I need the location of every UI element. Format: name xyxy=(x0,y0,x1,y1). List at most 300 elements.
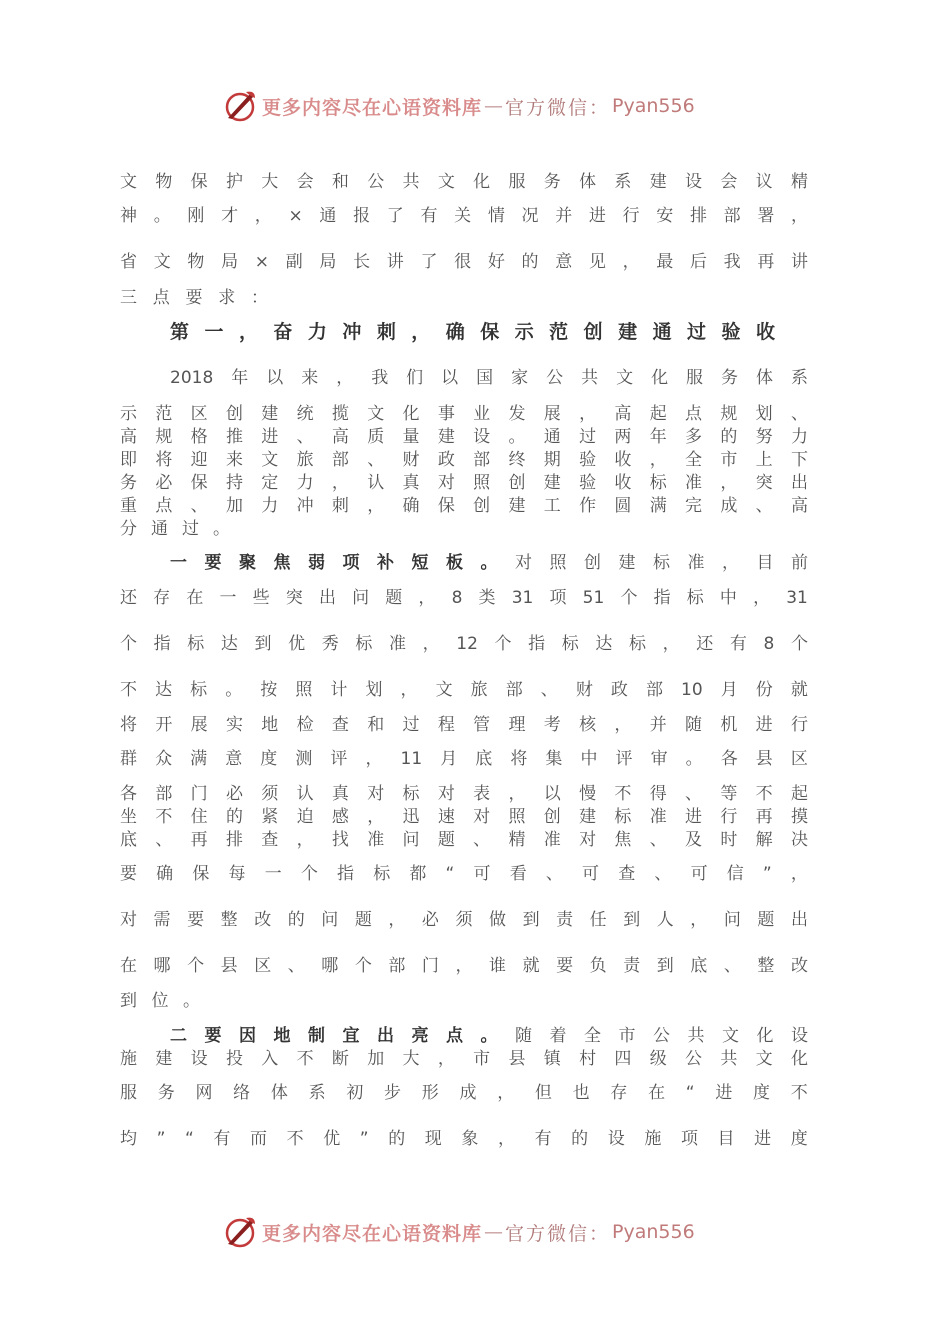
char-token: 共 xyxy=(581,368,599,388)
char-token: “ xyxy=(185,1129,194,1149)
text-line xyxy=(170,1024,808,1048)
char-token: 对 xyxy=(437,473,455,493)
char-token: 的 xyxy=(571,1129,589,1149)
char-token: 财 xyxy=(402,450,420,470)
text-line xyxy=(120,494,808,518)
char-token: 将 xyxy=(155,450,173,470)
char-token: 、 xyxy=(296,427,314,447)
char-token: 进 xyxy=(715,1083,733,1103)
char-token: 完 xyxy=(685,496,702,516)
char-token: 示 xyxy=(120,404,137,424)
char-token: 入 xyxy=(261,1049,279,1069)
char-token: 政 xyxy=(610,680,628,700)
char-token: 排 xyxy=(689,206,707,226)
char-token: 标 xyxy=(614,807,632,827)
char-token: 了 xyxy=(386,206,404,226)
char-token: 改 xyxy=(790,956,808,976)
char-token: 务 xyxy=(157,1083,175,1103)
char-token: 坐 xyxy=(120,807,137,827)
char-token: 、 xyxy=(190,496,208,516)
char-token: 体 xyxy=(756,368,774,388)
char-token: 过 xyxy=(579,427,597,447)
header-banner xyxy=(222,86,695,126)
char-token: 整 xyxy=(757,956,775,976)
char-token: 公 xyxy=(685,1049,702,1069)
char-token: 冲 xyxy=(342,321,362,343)
char-token: ” xyxy=(156,1129,166,1149)
char-token: 年 xyxy=(649,427,667,447)
char-token: 络 xyxy=(233,1083,251,1103)
text-line xyxy=(120,471,808,495)
char-token: 类 xyxy=(478,588,496,608)
char-token: 准 xyxy=(543,830,561,850)
char-token: 关 xyxy=(454,206,472,226)
char-token: × xyxy=(288,206,303,226)
char-token: 物 xyxy=(187,252,205,272)
char-token: ， xyxy=(388,910,406,930)
char-token: 哪 xyxy=(153,956,171,976)
char-token: 系 xyxy=(308,1083,326,1103)
char-token: 再 xyxy=(190,830,208,850)
char-token: 以 xyxy=(266,368,284,388)
char-token: 准 xyxy=(687,553,705,573)
char-token: 保 xyxy=(190,473,208,493)
char-token: 众 xyxy=(155,749,173,769)
char-token: “ xyxy=(445,864,455,884)
text-line xyxy=(120,517,230,541)
char-token: 、 xyxy=(287,956,305,976)
char-token: 不 xyxy=(155,807,173,827)
char-token: 展 xyxy=(543,404,561,424)
char-token: 一 xyxy=(219,588,237,608)
char-token: 目 xyxy=(717,1129,735,1149)
char-token: 亮 xyxy=(411,1026,429,1046)
char-token: 和 xyxy=(331,172,349,192)
char-token: 加 xyxy=(367,1049,385,1069)
char-token: 看 xyxy=(509,864,527,884)
char-token: 速 xyxy=(437,807,455,827)
char-token: 共 xyxy=(402,172,420,192)
char-token: 存 xyxy=(610,1083,628,1103)
char-token: 整 xyxy=(220,910,238,930)
text-line xyxy=(120,1081,808,1105)
char-token: 收 xyxy=(755,321,775,343)
char-token: 再 xyxy=(757,252,775,272)
char-token: 按 xyxy=(260,680,278,700)
char-token: 随 xyxy=(685,715,702,735)
char-token: 等 xyxy=(720,784,738,804)
char-token: 查 xyxy=(618,864,636,884)
char-token: 化 xyxy=(790,1049,808,1069)
char-token: ， xyxy=(720,473,738,493)
char-token: ， xyxy=(622,252,640,272)
char-token: 务 xyxy=(543,172,561,192)
char-token: 要 xyxy=(187,910,205,930)
char-token: 不 xyxy=(614,784,632,804)
char-token: 部 xyxy=(331,450,349,470)
char-token: 创 xyxy=(508,473,526,493)
char-token: 村 xyxy=(579,1049,597,1069)
char-token: 。 xyxy=(225,680,243,700)
char-token: 查 xyxy=(331,715,349,735)
char-token: 进 xyxy=(588,206,606,226)
char-token: 验 xyxy=(721,321,741,343)
char-token: 标 xyxy=(373,864,391,884)
char-token: 点 xyxy=(152,288,170,308)
char-token: 刺 xyxy=(331,496,349,516)
char-token: 标 xyxy=(402,784,420,804)
char-token: 、 xyxy=(723,956,741,976)
char-token: 文 xyxy=(120,172,137,192)
char-token: 会 xyxy=(296,172,314,192)
char-token: 共 xyxy=(687,1026,705,1046)
char-token: 达 xyxy=(220,634,238,654)
char-token: 施 xyxy=(644,1129,662,1149)
char-token: 成 xyxy=(720,496,738,516)
char-token: 文 xyxy=(367,404,385,424)
char-token: 出 xyxy=(318,588,336,608)
char-token: 信 xyxy=(726,864,744,884)
char-token: 务 xyxy=(721,368,739,388)
char-token: 标 xyxy=(355,634,373,654)
char-token: ， xyxy=(790,864,808,884)
char-token: 确 xyxy=(402,496,420,516)
char-token: 要 xyxy=(185,288,203,308)
char-token: “ xyxy=(685,1083,695,1103)
char-token: 进 xyxy=(261,427,279,447)
char-token: 来 xyxy=(301,368,319,388)
char-token: 好 xyxy=(487,252,505,272)
char-token: 有 xyxy=(729,634,747,654)
char-token: 照 xyxy=(549,553,567,573)
char-token: 规 xyxy=(720,404,738,424)
char-token: 行 xyxy=(720,807,738,827)
text-line xyxy=(120,448,808,472)
char-token: 、 xyxy=(790,404,808,424)
char-token: ， xyxy=(690,910,708,930)
char-token: 高 xyxy=(790,496,808,516)
char-token: 指 xyxy=(337,864,355,884)
char-token: 的 xyxy=(521,252,539,272)
char-token: 宜 xyxy=(342,1026,360,1046)
text-line xyxy=(120,586,808,610)
char-token: 焦 xyxy=(614,830,632,850)
char-token: 再 xyxy=(755,807,773,827)
char-token: 起 xyxy=(649,404,667,424)
char-token: 报 xyxy=(353,206,371,226)
char-token: 也 xyxy=(572,1083,590,1103)
number-token: 10 xyxy=(681,680,703,700)
char-token: 度 xyxy=(260,749,278,769)
char-token: 最 xyxy=(656,252,674,272)
char-token: 政 xyxy=(437,450,455,470)
char-token: 并 xyxy=(555,206,573,226)
char-token: 部 xyxy=(505,680,523,700)
char-token: 达 xyxy=(595,634,613,654)
char-token: 精 xyxy=(508,830,526,850)
char-token: 照 xyxy=(473,473,491,493)
text-line xyxy=(120,1047,808,1071)
char-token: 问 xyxy=(321,910,339,930)
char-token: ， xyxy=(336,368,354,388)
char-token: 、 xyxy=(367,450,385,470)
char-token: 地 xyxy=(261,715,279,735)
char-token: 创 xyxy=(583,321,603,343)
char-token: 务 xyxy=(120,473,137,493)
char-token: 系 xyxy=(614,172,632,192)
char-token: ， xyxy=(400,680,418,700)
char-token: 迎 xyxy=(190,450,208,470)
char-token: 改 xyxy=(254,910,272,930)
char-token: 对 xyxy=(515,553,532,573)
char-token: 体 xyxy=(270,1083,288,1103)
char-token: 指 xyxy=(653,588,671,608)
char-token: 部 xyxy=(723,206,741,226)
text-line xyxy=(120,170,808,194)
number-token: 12 xyxy=(456,634,478,654)
char-token: 设 xyxy=(607,1129,625,1149)
char-token: 准 xyxy=(367,830,385,850)
char-token: 保 xyxy=(192,864,210,884)
char-token: 对 xyxy=(120,910,137,930)
char-token: 出 xyxy=(790,473,808,493)
char-token: 不 xyxy=(286,1129,304,1149)
char-token: 系 xyxy=(791,368,808,388)
char-token: 力 xyxy=(296,473,314,493)
footer-banner xyxy=(222,1212,695,1252)
char-token: 下 xyxy=(790,450,808,470)
char-token: 副 xyxy=(285,252,303,272)
char-token: 创 xyxy=(584,553,601,573)
char-token: 优 xyxy=(288,634,306,654)
char-token: 通 xyxy=(543,427,561,447)
char-token: 及 xyxy=(685,830,702,850)
char-token: 到 xyxy=(254,634,272,654)
char-token: 在 xyxy=(120,956,137,976)
char-token: 紧 xyxy=(261,807,279,827)
char-token: 在 xyxy=(186,588,204,608)
brand-text: 更多内容尽在心语资料库 xyxy=(262,96,483,119)
text-line xyxy=(120,713,808,737)
char-token: 一 xyxy=(170,553,187,573)
char-token: 存 xyxy=(153,588,171,608)
char-token: 可 xyxy=(582,864,600,884)
text-line xyxy=(120,954,808,978)
wechat-id: Pyan556 xyxy=(612,95,695,117)
char-token: 力 xyxy=(307,321,327,343)
text-line xyxy=(120,250,808,274)
char-token: 建 xyxy=(579,807,597,827)
char-token: 范 xyxy=(549,321,569,343)
char-token: 化 xyxy=(473,172,491,192)
char-token: 准 xyxy=(685,473,702,493)
char-token: 不 xyxy=(120,680,137,700)
char-token: 持 xyxy=(225,473,243,493)
char-token: 形 xyxy=(421,1083,439,1103)
char-token: 讲 xyxy=(791,252,808,272)
char-token: 划 xyxy=(755,404,773,424)
char-token: ， xyxy=(422,634,440,654)
char-token: 有 xyxy=(420,206,438,226)
char-token: ， xyxy=(508,784,526,804)
char-token: 期 xyxy=(543,450,561,470)
char-token: 标 xyxy=(629,634,647,654)
char-token: 迫 xyxy=(296,807,314,827)
char-token: 省 xyxy=(120,252,137,272)
char-token: 认 xyxy=(367,473,385,493)
char-token: 创 xyxy=(473,496,491,516)
text-line xyxy=(120,1127,808,1151)
char-token: ， xyxy=(254,206,272,226)
char-token: 找 xyxy=(331,830,349,850)
char-token: 制 xyxy=(308,1026,325,1046)
char-token: 将 xyxy=(510,749,528,769)
char-token: 但 xyxy=(534,1083,552,1103)
char-token: 来 xyxy=(225,450,243,470)
char-token: 要 xyxy=(204,553,222,573)
char-token: 真 xyxy=(331,784,349,804)
char-token: 成 xyxy=(459,1083,477,1103)
char-token: 机 xyxy=(720,715,738,735)
char-token: 群 xyxy=(120,749,137,769)
char-token: 理 xyxy=(508,715,526,735)
char-token: 建 xyxy=(649,172,667,192)
char-token: 、 xyxy=(540,680,558,700)
char-token: 区 xyxy=(254,956,272,976)
char-token: 后 xyxy=(689,252,707,272)
char-token: 公 xyxy=(653,1026,670,1046)
char-token: ， xyxy=(497,1083,515,1103)
char-token: 各 xyxy=(720,749,738,769)
char-token: 到 xyxy=(656,956,674,976)
char-token: 业 xyxy=(473,404,491,424)
char-token: 项 xyxy=(342,553,360,573)
banner-separator: — xyxy=(484,95,504,117)
char-token: 建 xyxy=(618,553,636,573)
char-token: ： xyxy=(251,288,268,308)
char-token: 们 xyxy=(406,368,424,388)
char-token: 、 xyxy=(155,830,173,850)
char-token: 县 xyxy=(220,956,238,976)
char-token: 底 xyxy=(475,749,493,769)
char-token: 步 xyxy=(384,1083,402,1103)
char-token: 、 xyxy=(755,496,773,516)
char-token: 可 xyxy=(473,864,491,884)
char-token: 文 xyxy=(153,252,171,272)
char-token: 力 xyxy=(261,496,279,516)
char-token: 的 xyxy=(225,807,243,827)
char-token: 市 xyxy=(473,1049,491,1069)
char-token: 检 xyxy=(296,715,314,735)
char-token: 服 xyxy=(120,1083,137,1103)
char-token: 摸 xyxy=(790,807,808,827)
char-token: 冲 xyxy=(296,496,314,516)
char-token: 。 xyxy=(480,553,498,573)
char-token: 我 xyxy=(371,368,389,388)
char-token: 须 xyxy=(455,910,473,930)
char-token: 做 xyxy=(489,910,507,930)
char-token: ， xyxy=(331,473,349,493)
char-token: 不 xyxy=(755,784,773,804)
char-token: 意 xyxy=(555,252,573,272)
char-token: 全 xyxy=(584,1026,601,1046)
char-token: 全 xyxy=(685,450,702,470)
char-token: 焦 xyxy=(273,553,291,573)
char-token: 计 xyxy=(330,680,348,700)
char-token: 部 xyxy=(473,450,491,470)
char-token: 着 xyxy=(549,1026,567,1046)
text-line xyxy=(120,782,808,806)
char-token: 大 xyxy=(261,172,279,192)
char-token: 度 xyxy=(753,1083,771,1103)
char-token: 见 xyxy=(588,252,606,272)
char-token: 定 xyxy=(261,473,279,493)
char-token: 网 xyxy=(195,1083,213,1103)
char-token: 地 xyxy=(273,1026,291,1046)
char-token: 板 xyxy=(446,553,463,573)
char-token: 有 xyxy=(213,1129,231,1149)
char-token: 题 xyxy=(385,588,403,608)
char-token: 文 xyxy=(722,1026,739,1046)
char-token: 认 xyxy=(296,784,314,804)
char-token: 、 xyxy=(654,864,672,884)
char-token: 旅 xyxy=(470,680,488,700)
char-token: 都 xyxy=(409,864,427,884)
char-token: 以 xyxy=(543,784,561,804)
char-token: ， xyxy=(722,553,739,573)
char-token: 即 xyxy=(120,450,137,470)
char-token: 会 xyxy=(720,172,738,192)
char-token: 题 xyxy=(437,830,455,850)
char-token: 通 xyxy=(151,519,168,539)
text-line xyxy=(170,366,808,390)
char-token: 局 xyxy=(221,252,239,272)
char-token: 以 xyxy=(441,368,459,388)
char-token: 准 xyxy=(389,634,406,654)
char-token: 中 xyxy=(719,588,737,608)
char-token: 决 xyxy=(790,830,808,850)
char-token: 对 xyxy=(579,830,597,850)
text-line xyxy=(120,632,808,656)
char-token: 要 xyxy=(120,864,137,884)
char-token: 努 xyxy=(755,427,773,447)
char-token: 收 xyxy=(614,473,632,493)
char-token: 门 xyxy=(421,956,439,976)
text-line xyxy=(120,678,808,702)
char-token: 进 xyxy=(755,715,773,735)
char-token: 。 xyxy=(508,427,526,447)
char-token: 指 xyxy=(528,634,546,654)
quill-seal-logo-icon xyxy=(222,1214,258,1250)
char-token: ” xyxy=(762,864,772,884)
char-token: 建 xyxy=(437,427,455,447)
char-token: 体 xyxy=(579,172,597,192)
wechat-id: Pyan556 xyxy=(612,1221,695,1243)
char-token: 作 xyxy=(579,496,597,516)
char-token: 服 xyxy=(686,368,704,388)
char-token: 位 xyxy=(151,991,169,1011)
char-token: 断 xyxy=(331,1049,349,1069)
text-line xyxy=(120,204,808,228)
char-token: 第 xyxy=(170,321,190,343)
char-token: 审 xyxy=(650,749,668,769)
char-token: 管 xyxy=(473,715,491,735)
char-token: 设 xyxy=(473,427,491,447)
char-token: 级 xyxy=(649,1049,667,1069)
char-token: 评 xyxy=(615,749,633,769)
char-token: 优 xyxy=(323,1129,341,1149)
char-token: ， xyxy=(579,404,597,424)
